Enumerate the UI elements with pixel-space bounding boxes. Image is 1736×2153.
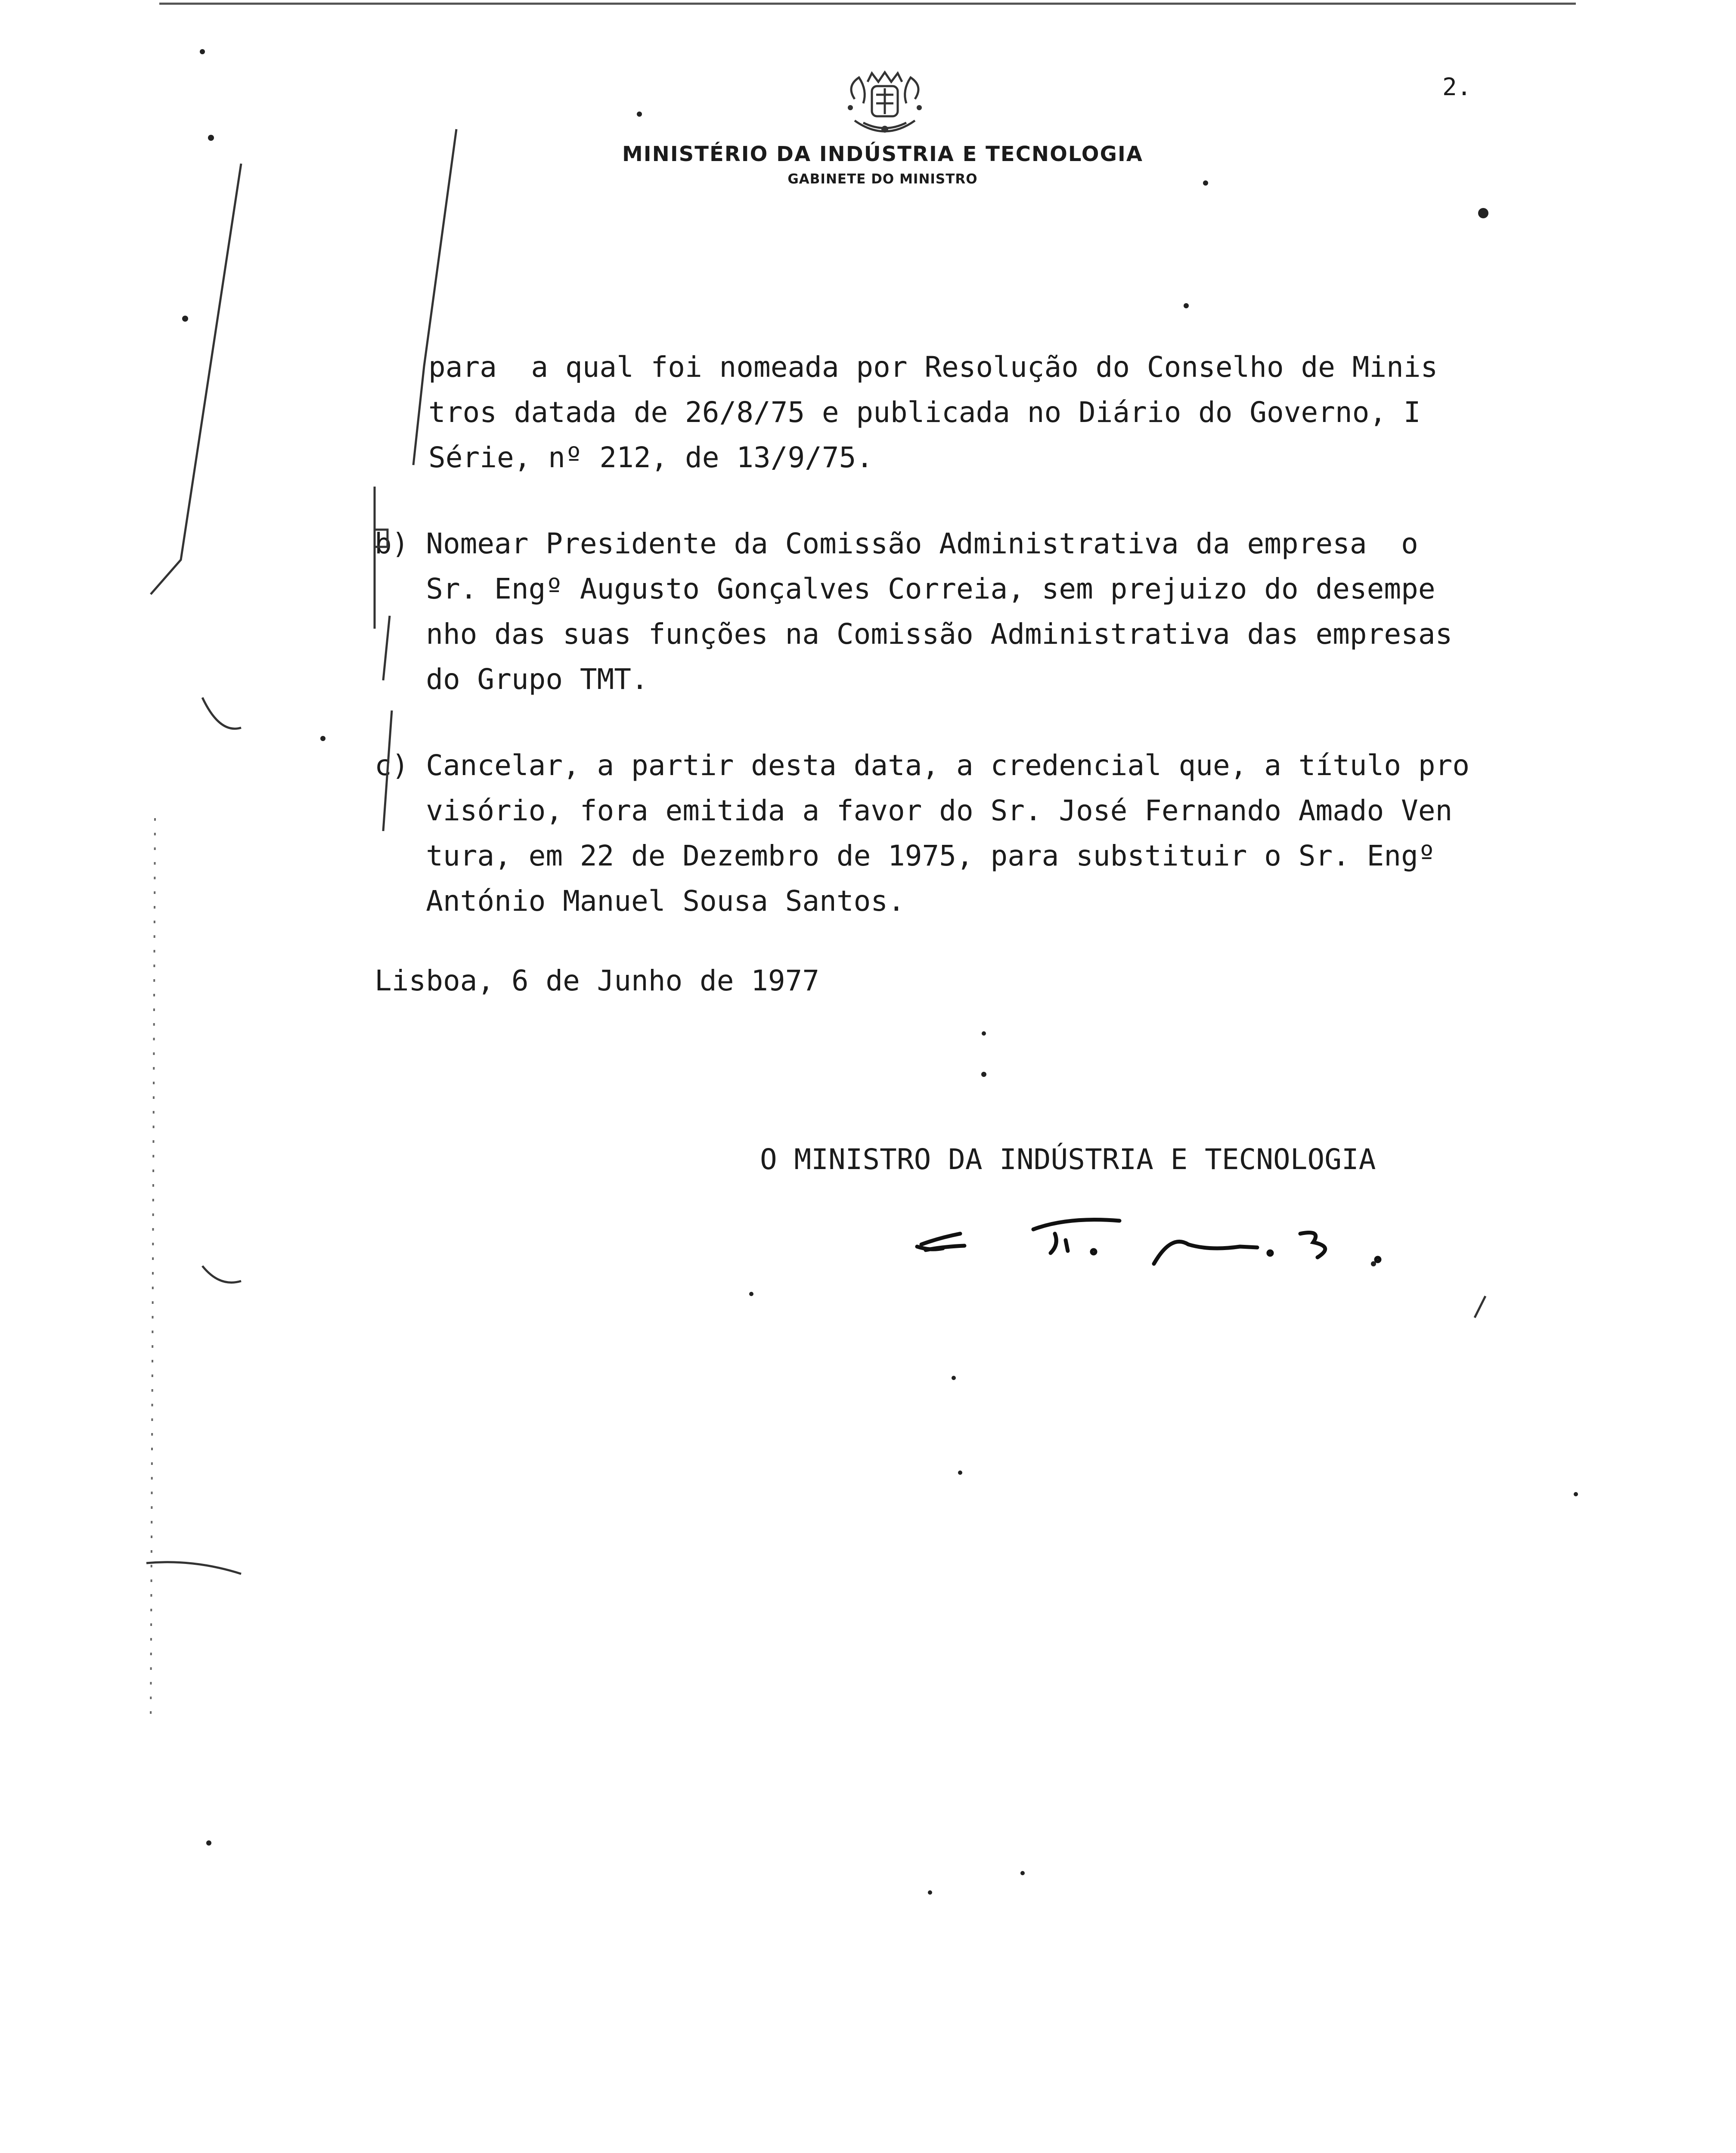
date-line: Lisboa, 6 de Junho de 1977 [375, 964, 820, 997]
body-line: do Grupo TMT. [375, 663, 648, 696]
signatory-title: O MINISTRO DA INDÚSTRIA E TECNOLOGIA [760, 1143, 1376, 1176]
body-line: visório, fora emitida a favor do Sr. José Fernando Amado Ven [375, 794, 1453, 827]
body-line: para a qual foi nomeada por Resolução do Conselho de Minis [428, 351, 1438, 384]
body-line: António Manuel Sousa Santos. [375, 884, 905, 918]
letterhead [431, 142, 1335, 187]
coat-of-arms-icon [837, 69, 932, 142]
page-number: 2. [1442, 73, 1472, 101]
body-line: tros datada de 26/8/75 e publicada no Diário do Governo, I [428, 396, 1421, 429]
body-line: Sr. Engº Augusto Gonçalves Correia, sem prejuizo do desempe [375, 572, 1435, 605]
ministry-name: MINISTÉRIO DA INDÚSTRIA E TECNOLOGIA [622, 142, 1143, 166]
body-line: tura, em 22 de Dezembro de 1975, para substituir o Sr. Engº [375, 839, 1435, 872]
body-line: nho das suas funções na Comissão Administrativa das empresas [375, 617, 1453, 651]
top-edge-rule [159, 3, 1576, 5]
body-line: Série, nº 212, de 13/9/75. [428, 441, 874, 474]
handwritten-signature [913, 1204, 1391, 1272]
body-line: c) Cancelar, a partir desta data, a credencial que, a título pro [375, 749, 1470, 782]
body-line: b) Nomear Presidente da Comissão Administrativa da empresa o [375, 527, 1418, 560]
cabinet-name: GABINETE DO MINISTRO [787, 171, 978, 187]
